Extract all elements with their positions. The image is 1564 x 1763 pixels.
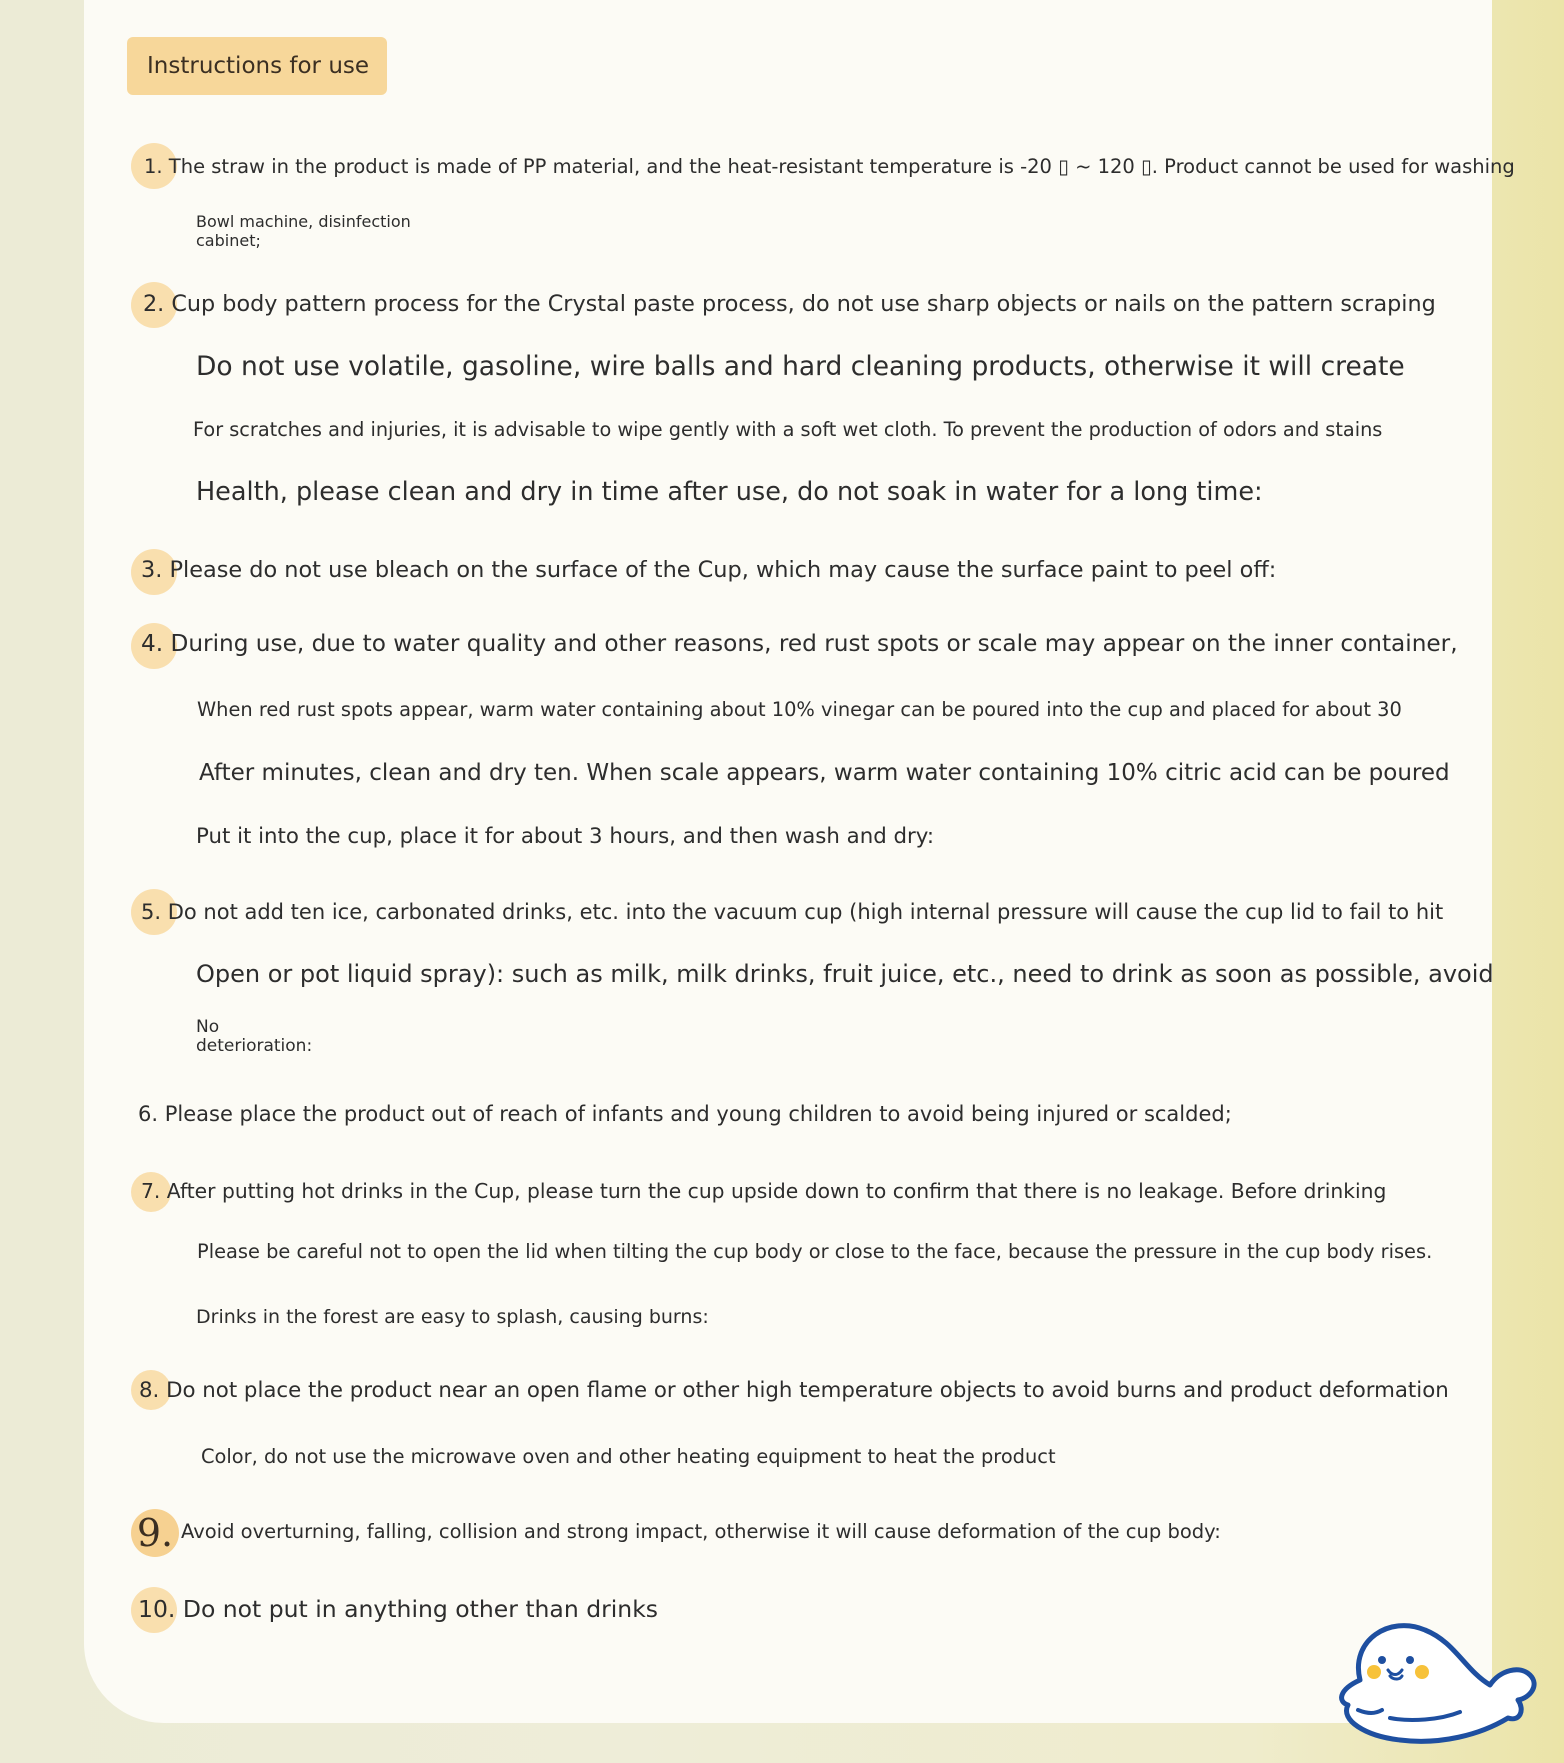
item-7-text: 7. After putting hot drinks in the Cup, please turn the cup upside down to confirm that there is no leakage. Before drinking: [141, 1179, 1387, 1203]
seal-mascot-icon: [1330, 1610, 1540, 1750]
item-5-continuation-a: Open or pot liquid spray): such as milk, milk drinks, fruit juice, etc., need to drink as soon as possible, avoid: [196, 960, 1494, 988]
item-5-continuation-b: No: [196, 1017, 220, 1037]
item-2-continuation-b: For scratches and injuries, it is advisable to wipe gently with a soft wet cloth. To prevent the production of odors and stains: [193, 418, 1383, 441]
item-9-number-badge: 9.: [131, 1509, 179, 1557]
item-4-continuation-c: Put it into the cup, place it for about 3 hours, and then wash and dry:: [196, 824, 935, 849]
item-4-continuation-a: When red rust spots appear, warm water containing about 10% vinegar can be poured into the cup and placed for about 30: [197, 698, 1402, 721]
item-2-continuation-a: Do not use volatile, gasoline, wire balls and hard cleaning products, otherwise it will create: [196, 351, 1405, 382]
item-1-continuation-a: Bowl machine, disinfection: [196, 212, 411, 231]
item-7-continuation-b: Drinks in the forest are easy to splash, causing burns:: [196, 1306, 709, 1328]
item-1-continuation-b: cabinet;: [196, 231, 261, 250]
item-5-text: 5. Do not add ten ice, carbonated drinks, etc. into the vacuum cup (high internal pressure will cause the cup lid to fail to hit: [141, 900, 1444, 924]
item-4-continuation-b: After minutes, clean and dry ten. When scale appears, warm water containing 10% citric acid can be poured: [199, 760, 1450, 786]
item-8-text: 8. Do not place the product near an open flame or other high temperature objects to avoid burns and product deformation: [139, 1378, 1449, 1403]
item-10-text: 10. Do not put in anything other than drinks: [138, 1595, 659, 1623]
item-2-text: 2. Cup body pattern process for the Crystal paste process, do not use sharp objects or nails on the pattern scraping: [143, 291, 1436, 317]
item-2-continuation-c: Health, please clean and dry in time after use, do not soak in water for a long time:: [196, 477, 1263, 507]
item-8-continuation-a: Color, do not use the microwave oven and other heating equipment to heat the product: [201, 1445, 1056, 1468]
item-7-continuation-a: Please be careful not to open the lid when tilting the cup body or close to the face, because the pressure in the cup body rises.: [197, 1240, 1433, 1263]
item-5-continuation-c: deterioration:: [196, 1036, 313, 1056]
item-9-text: Avoid overturning, falling, collision and strong impact, otherwise it will cause deformation of the cup body:: [181, 1520, 1221, 1543]
item-4-text: 4. During use, due to water quality and other reasons, red rust spots or scale may appear on the inner container,: [141, 630, 1458, 657]
item-6-text: 6. Please place the product out of reach of infants and young children to avoid being injured or scalded;: [138, 1102, 1232, 1126]
item-1-text: 1. The straw in the product is made of PP material, and the heat-resistant temperature is -20 ▯ ~ 120 ▯. Product cannot be used for washing: [144, 155, 1515, 178]
item-3-text: 3. Please do not use bleach on the surface of the Cup, which may cause the surface paint to peel off:: [141, 557, 1277, 583]
section-title: Instructions for use: [127, 37, 387, 95]
